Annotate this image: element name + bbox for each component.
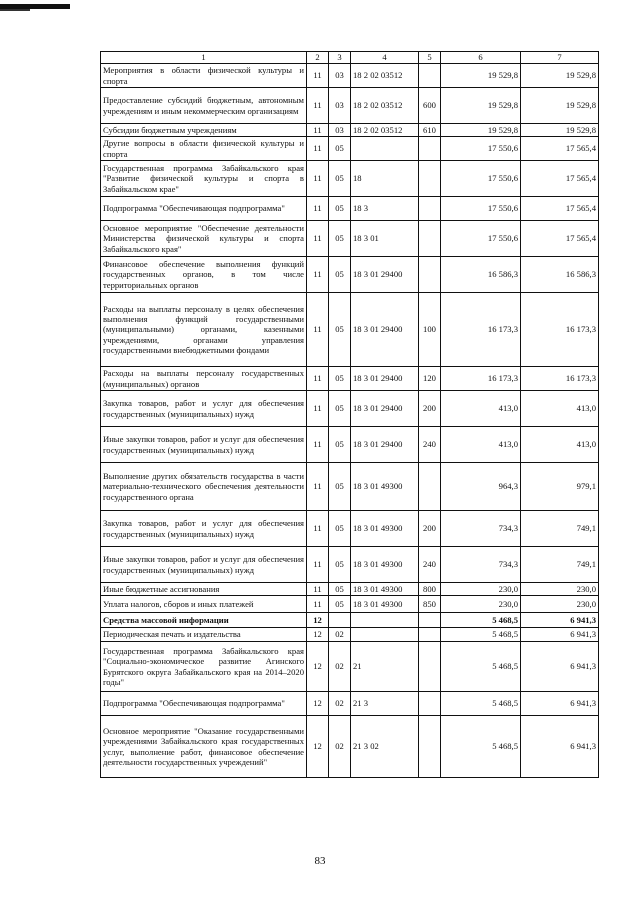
row-value-2: 230,0 (521, 596, 599, 613)
row-expense-type (419, 463, 441, 511)
table-row (101, 463, 599, 511)
row-expense-type (419, 257, 441, 293)
table-row (101, 511, 599, 547)
row-value-2: 230,0 (521, 583, 599, 596)
row-value-1: 734,3 (441, 511, 521, 547)
row-target-code: 21 (351, 642, 419, 692)
row-name: Расходы на выплаты персоналу в целях обеспечения выполнения функций государственными (муниципальными) органами, казенными учреждениями, органами управления государственными внебюджетными фондами (101, 293, 307, 367)
row-subsection: 05 (329, 463, 351, 511)
row-target-code: 18 2 02 03512 (351, 64, 419, 88)
table-row (101, 161, 599, 197)
row-section: 11 (307, 463, 329, 511)
row-expense-type: 120 (419, 367, 441, 391)
row-value-1: 230,0 (441, 583, 521, 596)
row-subsection: 05 (329, 596, 351, 613)
row-value-1: 734,3 (441, 547, 521, 583)
row-expense-type: 240 (419, 427, 441, 463)
row-name: Основное мероприятие "Обеспечение деятельности Министерства физической культуры и спорта Забайкальского края" (101, 221, 307, 257)
row-section: 11 (307, 88, 329, 124)
row-name: Субсидии бюджетным учреждениям (101, 124, 307, 137)
row-value-2: 749,1 (521, 511, 599, 547)
row-expense-type (419, 692, 441, 716)
table-row (101, 391, 599, 427)
row-expense-type (419, 613, 441, 628)
row-value-2: 17 565,4 (521, 161, 599, 197)
row-subsection: 03 (329, 88, 351, 124)
row-value-1: 17 550,6 (441, 137, 521, 161)
row-name: Другие вопросы в области физической культуры и спорта (101, 137, 307, 161)
row-value-2: 6 941,3 (521, 642, 599, 692)
row-target-code: 18 2 02 03512 (351, 124, 419, 137)
row-value-2: 16 173,3 (521, 293, 599, 367)
row-expense-type: 610 (419, 124, 441, 137)
budget-table (100, 51, 599, 778)
row-subsection: 05 (329, 257, 351, 293)
row-section: 11 (307, 596, 329, 613)
row-value-2: 19 529,8 (521, 64, 599, 88)
table-row (101, 137, 599, 161)
row-section: 11 (307, 583, 329, 596)
row-section: 11 (307, 137, 329, 161)
row-section: 11 (307, 547, 329, 583)
table-row (101, 547, 599, 583)
row-target-code (351, 628, 419, 642)
row-section: 11 (307, 64, 329, 88)
row-section: 12 (307, 716, 329, 778)
row-name: Подпрограмма "Обеспечивающая подпрограмма" (101, 197, 307, 221)
row-value-1: 17 550,6 (441, 161, 521, 197)
row-value-1: 413,0 (441, 391, 521, 427)
row-name: Закупка товаров, работ и услуг для обеспечения государственных (муниципальных) нужд (101, 391, 307, 427)
row-subsection: 02 (329, 692, 351, 716)
row-value-1: 16 173,3 (441, 367, 521, 391)
row-name: Иные закупки товаров, работ и услуг для обеспечения государственных (муниципальных) нужд (101, 547, 307, 583)
row-subsection: 02 (329, 716, 351, 778)
row-section: 12 (307, 613, 329, 628)
row-expense-type (419, 197, 441, 221)
row-value-2: 16 586,3 (521, 257, 599, 293)
row-target-code: 18 3 01 49300 (351, 547, 419, 583)
row-section: 12 (307, 642, 329, 692)
row-value-1: 413,0 (441, 427, 521, 463)
row-section: 11 (307, 124, 329, 137)
table-row (101, 124, 599, 137)
row-target-code (351, 613, 419, 628)
row-name: Расходы на выплаты персоналу государственных (муниципальных) органов (101, 367, 307, 391)
row-value-2: 6 941,3 (521, 628, 599, 642)
row-target-code: 21 3 (351, 692, 419, 716)
row-value-1: 19 529,8 (441, 124, 521, 137)
table-row (101, 197, 599, 221)
row-expense-type (419, 628, 441, 642)
row-subsection: 03 (329, 124, 351, 137)
row-expense-type (419, 137, 441, 161)
table-row (101, 583, 599, 596)
header-col-7: 7 (521, 52, 599, 64)
row-section: 11 (307, 161, 329, 197)
row-subsection: 05 (329, 427, 351, 463)
table-row (101, 221, 599, 257)
header-col-3: 3 (329, 52, 351, 64)
table-row (101, 596, 599, 613)
row-value-1: 5 468,5 (441, 716, 521, 778)
row-name: Финансовое обеспечение выполнения функций государственных органов, в том числе территориальных органов (101, 257, 307, 293)
row-name: Подпрограмма "Обеспечивающая подпрограмма" (101, 692, 307, 716)
row-expense-type: 240 (419, 547, 441, 583)
row-value-2: 19 529,8 (521, 124, 599, 137)
row-subsection (329, 613, 351, 628)
row-target-code: 21 3 02 (351, 716, 419, 778)
row-value-2: 17 565,4 (521, 137, 599, 161)
row-section: 11 (307, 197, 329, 221)
row-name: Основное мероприятие "Оказание государственными учреждениями Забайкальского края государственных услуг, выполнение работ, финансовое обеспечение деятельности государственных учреждений" (101, 716, 307, 778)
row-subsection: 03 (329, 64, 351, 88)
row-subsection: 05 (329, 293, 351, 367)
row-subsection: 05 (329, 137, 351, 161)
table-row (101, 367, 599, 391)
row-expense-type (419, 161, 441, 197)
row-value-1: 5 468,5 (441, 642, 521, 692)
header-col-5: 5 (419, 52, 441, 64)
row-name: Предоставление субсидий бюджетным, автономным учреждениям и иным некоммерческим организациям (101, 88, 307, 124)
row-subsection: 05 (329, 221, 351, 257)
row-value-2: 17 565,4 (521, 197, 599, 221)
table-row (101, 628, 599, 642)
row-subsection: 02 (329, 628, 351, 642)
row-expense-type (419, 716, 441, 778)
row-value-1: 5 468,5 (441, 613, 521, 628)
table-row (101, 692, 599, 716)
table-row (101, 293, 599, 367)
row-value-2: 17 565,4 (521, 221, 599, 257)
row-value-1: 17 550,6 (441, 221, 521, 257)
row-expense-type: 100 (419, 293, 441, 367)
row-subsection: 02 (329, 642, 351, 692)
row-section: 11 (307, 391, 329, 427)
row-value-2: 6 941,3 (521, 692, 599, 716)
row-subsection: 05 (329, 511, 351, 547)
row-target-code: 18 3 01 29400 (351, 257, 419, 293)
page-number: 83 (314, 855, 326, 867)
table-row (101, 64, 599, 88)
row-name: Выполнение других обязательств государства в части материально-технического обеспечения деятельности государственного органа (101, 463, 307, 511)
row-target-code: 18 3 (351, 197, 419, 221)
row-value-1: 19 529,8 (441, 88, 521, 124)
row-section: 11 (307, 221, 329, 257)
row-section: 11 (307, 511, 329, 547)
row-value-2: 749,1 (521, 547, 599, 583)
row-value-1: 16 586,3 (441, 257, 521, 293)
table-row (101, 427, 599, 463)
row-value-1: 5 468,5 (441, 692, 521, 716)
row-target-code: 18 3 01 29400 (351, 391, 419, 427)
row-section: 12 (307, 692, 329, 716)
row-subsection: 05 (329, 391, 351, 427)
row-subsection: 05 (329, 367, 351, 391)
row-expense-type: 800 (419, 583, 441, 596)
row-name: Закупка товаров, работ и услуг для обеспечения государственных (муниципальных) нужд (101, 511, 307, 547)
row-value-1: 5 468,5 (441, 628, 521, 642)
scan-artifact-bar-small (0, 9, 30, 11)
row-value-1: 16 173,3 (441, 293, 521, 367)
row-name: Государственная программа Забайкальского края "Социально-экономическое развитие Агинского Бурятского округа Забайкальского края на 2014–2020 годы" (101, 642, 307, 692)
row-target-code: 18 3 01 29400 (351, 427, 419, 463)
row-expense-type (419, 64, 441, 88)
row-name: Иные закупки товаров, работ и услуг для обеспечения государственных (муниципальных) нужд (101, 427, 307, 463)
row-value-2: 413,0 (521, 391, 599, 427)
table-row (101, 88, 599, 124)
row-target-code: 18 3 01 (351, 221, 419, 257)
row-section: 11 (307, 427, 329, 463)
row-name: Периодическая печать и издательства (101, 628, 307, 642)
row-section: 11 (307, 257, 329, 293)
row-expense-type (419, 221, 441, 257)
row-value-1: 230,0 (441, 596, 521, 613)
row-section: 11 (307, 367, 329, 391)
header-col-6: 6 (441, 52, 521, 64)
header-row (101, 52, 599, 64)
table-row (101, 716, 599, 778)
row-value-2: 16 173,3 (521, 367, 599, 391)
row-target-code: 18 3 01 29400 (351, 367, 419, 391)
row-subsection: 05 (329, 161, 351, 197)
table-row (101, 642, 599, 692)
row-name: Государственная программа Забайкальского края "Развитие физической культуры и спорта в Забайкальском крае" (101, 161, 307, 197)
header-col-4: 4 (351, 52, 419, 64)
row-name: Средства массовой информации (101, 613, 307, 628)
row-value-2: 6 941,3 (521, 613, 599, 628)
row-target-code: 18 3 01 49300 (351, 596, 419, 613)
row-value-1: 964,3 (441, 463, 521, 511)
row-name: Иные бюджетные ассигнования (101, 583, 307, 596)
row-value-2: 19 529,8 (521, 88, 599, 124)
row-target-code (351, 137, 419, 161)
row-target-code: 18 3 01 49300 (351, 511, 419, 547)
row-value-2: 6 941,3 (521, 716, 599, 778)
row-expense-type: 200 (419, 511, 441, 547)
row-section: 11 (307, 293, 329, 367)
row-target-code: 18 3 01 49300 (351, 583, 419, 596)
row-expense-type (419, 642, 441, 692)
row-subsection: 05 (329, 547, 351, 583)
row-target-code: 18 2 02 03512 (351, 88, 419, 124)
row-value-2: 979,1 (521, 463, 599, 511)
row-value-2: 413,0 (521, 427, 599, 463)
table-row (101, 257, 599, 293)
row-name: Мероприятия в области физической культуры и спорта (101, 64, 307, 88)
row-target-code: 18 3 01 29400 (351, 293, 419, 367)
row-expense-type: 200 (419, 391, 441, 427)
row-expense-type: 600 (419, 88, 441, 124)
row-value-1: 19 529,8 (441, 64, 521, 88)
row-subsection: 05 (329, 583, 351, 596)
row-target-code: 18 (351, 161, 419, 197)
row-subsection: 05 (329, 197, 351, 221)
header-col-1: 1 (101, 52, 307, 64)
row-name: Уплата налогов, сборов и иных платежей (101, 596, 307, 613)
row-value-1: 17 550,6 (441, 197, 521, 221)
header-col-2: 2 (307, 52, 329, 64)
row-target-code: 18 3 01 49300 (351, 463, 419, 511)
row-section: 12 (307, 628, 329, 642)
table-row-section-total (101, 613, 599, 628)
row-expense-type: 850 (419, 596, 441, 613)
